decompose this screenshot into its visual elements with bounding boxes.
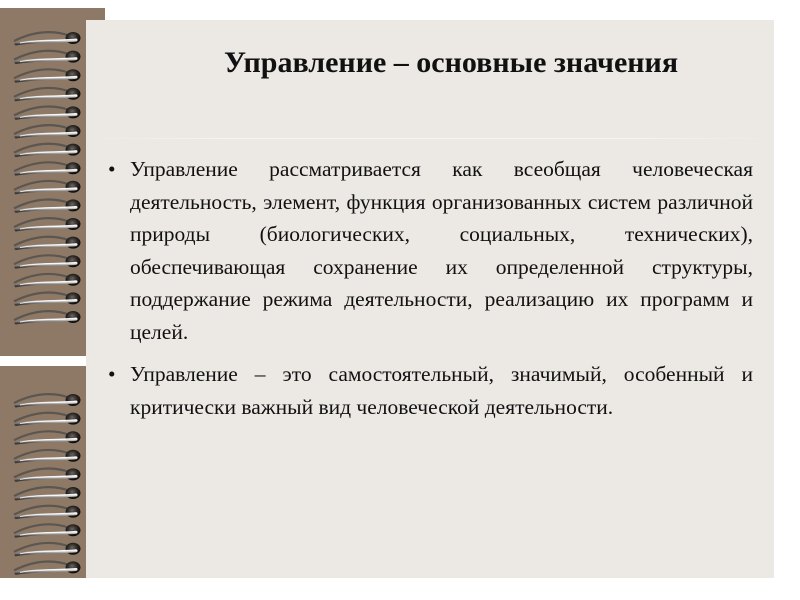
bullet-text-2: Управление – это самостоятельный, значимый, особенный и критически важный вид человеческой деятельности. [130, 362, 753, 419]
spiral-binding-ring-icon [14, 106, 81, 118]
bullet-text-1: Управление рассматривается как всеобщая человеческая деятельность, элемент, функция организованных систем различной природы (биологических, социальных, технических), обеспечивающая сохранение их определенной структуры, поддержание режима деятельности, реализацию их программ и целей. [130, 157, 753, 344]
spiral-binding-ring-icon [14, 218, 81, 230]
spiral-binding-ring-icon [14, 181, 81, 193]
spiral-binding-ring-icon [14, 199, 81, 211]
slide-card [86, 20, 774, 578]
spiral-binding-ring-icon [14, 413, 81, 425]
spiral-binding-ring-icon [14, 32, 81, 44]
spiral-binding-ring-icon [14, 311, 81, 323]
title-divider [86, 138, 774, 139]
card-edge [774, 20, 778, 578]
bullet-list [108, 153, 753, 433]
spiral-binding-ring-icon [14, 468, 81, 480]
bullet-item-2 [108, 358, 753, 423]
spiral-binding-ring-icon [14, 144, 81, 156]
spiral-binding-ring-icon [14, 431, 81, 443]
spiral-binding-ring-icon [14, 274, 81, 286]
spiral-binding-ring-icon [14, 524, 81, 536]
spiral-binding-ring-icon [14, 450, 81, 462]
spiral-binding-ring-icon [14, 543, 81, 555]
spiral-binding-ring-icon [14, 561, 81, 573]
spiral-binding-ring-icon [14, 51, 81, 63]
spiral-binding-ring-icon [14, 487, 81, 499]
spiral-binding-ring-icon [14, 237, 81, 249]
spiral-binding-ring-icon [14, 255, 81, 267]
spiral-binding-rings [0, 0, 120, 600]
spiral-binding-ring-icon [14, 88, 81, 100]
spiral-binding-ring-icon [14, 506, 81, 518]
slide-title: Управление – основные значения [223, 46, 679, 79]
bullet-item-1 [108, 153, 753, 348]
bullet-icon: • [108, 157, 116, 181]
spiral-binding-ring-icon [14, 394, 81, 406]
spiral-binding-ring-icon [14, 292, 81, 304]
spiral-binding-ring-icon [14, 125, 81, 137]
spiral-binding-ring-icon [14, 69, 81, 81]
bullet-icon: • [108, 362, 116, 386]
spiral-binding-ring-icon [14, 162, 81, 174]
